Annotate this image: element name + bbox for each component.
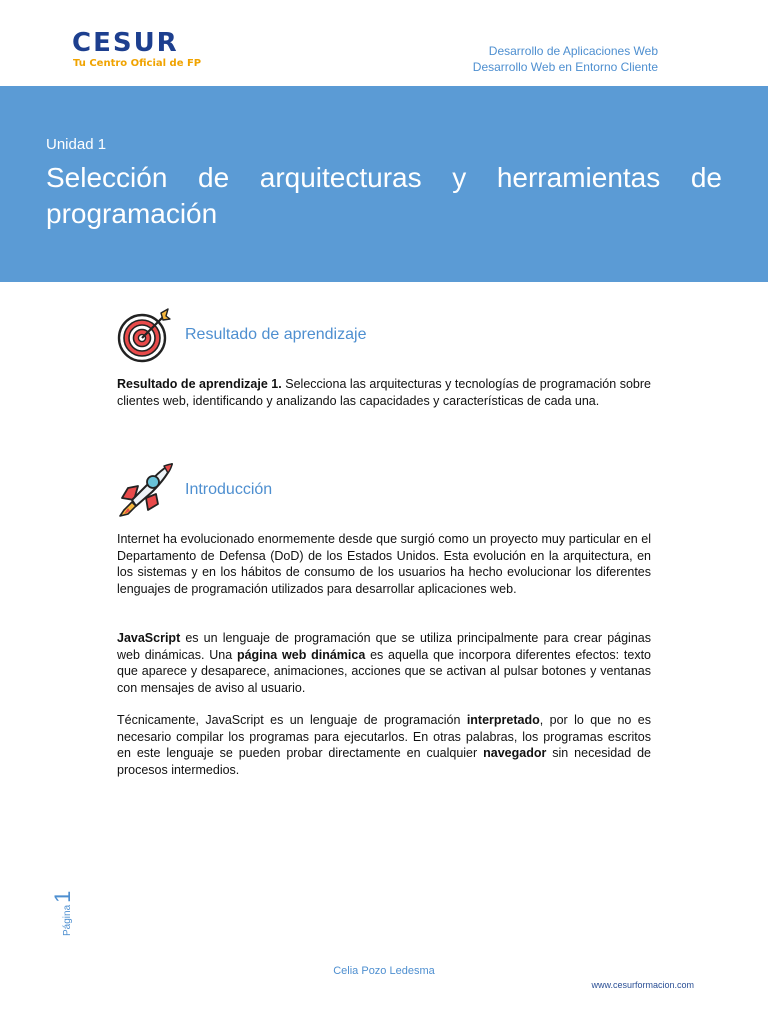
term-navegador: navegador: [483, 746, 547, 760]
intro-p3-text-2: , por lo que no es necesario compilar los programas para ejecutarlos. En otras palabras, los programas escritos en este lenguaje se pueden probar directamente en cualquier: [117, 713, 651, 760]
course-line-1: Desarrollo de Aplicaciones Web: [488, 44, 658, 58]
intro-p3-text-1: Técnicamente, JavaScript es un lenguaje de programación: [117, 713, 467, 727]
term-javascript: JavaScript: [117, 631, 181, 645]
unit-label: Unidad 1: [46, 136, 107, 153]
section-heading-introduccion: Introducción: [185, 481, 273, 498]
term-pagina-web-dinamica: página web dinámica: [236, 647, 366, 662]
page-number-marker: [50, 884, 75, 936]
logo-name: CESUR: [72, 28, 179, 58]
term-interpretado: interpretado: [466, 713, 540, 727]
intro-paragraph-1: Internet ha evolucionado enormemente desde que surgió como un proyecto muy particular en el Departamento de Defensa (DoD) de los Estados Unidos. Esta evolución en la arquitectura, en los sistemas y en los hábitos de consumo de los usuarios ha hecho evolucionar los diferentes lenguajes de programación utilizados para desarrollar aplicaciones web.: [117, 532, 651, 596]
target-icon: [116, 308, 172, 369]
resultado-paragraph: [117, 376, 651, 409]
intro-paragraph-2: [117, 630, 651, 696]
footer-url[interactable]: www.cesurformacion.com: [591, 980, 694, 990]
page-label: Página: [62, 904, 73, 936]
intro-p2-text-1: es un lenguaje de programación que se utiliza principalmente para crear páginas web dinámicas. Una: [117, 631, 651, 662]
cesur-logo: [72, 28, 201, 70]
logo-tagline: Tu Centro Oficial de FP: [73, 58, 202, 69]
course-info: [473, 43, 658, 75]
rocket-icon: [114, 462, 174, 523]
section-heading-resultado: Resultado de aprendizaje: [185, 326, 367, 343]
intro-p3-text-3: sin necesidad de procesos intermedios.: [117, 746, 651, 777]
page-title: Selección de arquitecturas y herramientas de programación: [46, 162, 722, 229]
resultado-bold: Resultado de aprendizaje 1.: [117, 377, 282, 391]
resultado-text: Selecciona las arquitecturas y tecnologías de programación sobre clientes web, identificando y analizando las capacidades y características de cada una.: [117, 377, 651, 408]
footer-author: Celia Pozo Ledesma: [333, 965, 435, 977]
course-line-2: Desarrollo Web en Entorno Cliente: [472, 60, 658, 74]
intro-paragraph-3: [117, 712, 651, 778]
page-number: 1: [50, 890, 75, 903]
intro-p2-text-2: es aquella que incorpora diferentes efectos: texto que aparece y desaparece, animaciones, acciones que se activan al pulsar botones y ventanas con mensajes de aviso al usuario.: [117, 647, 652, 695]
